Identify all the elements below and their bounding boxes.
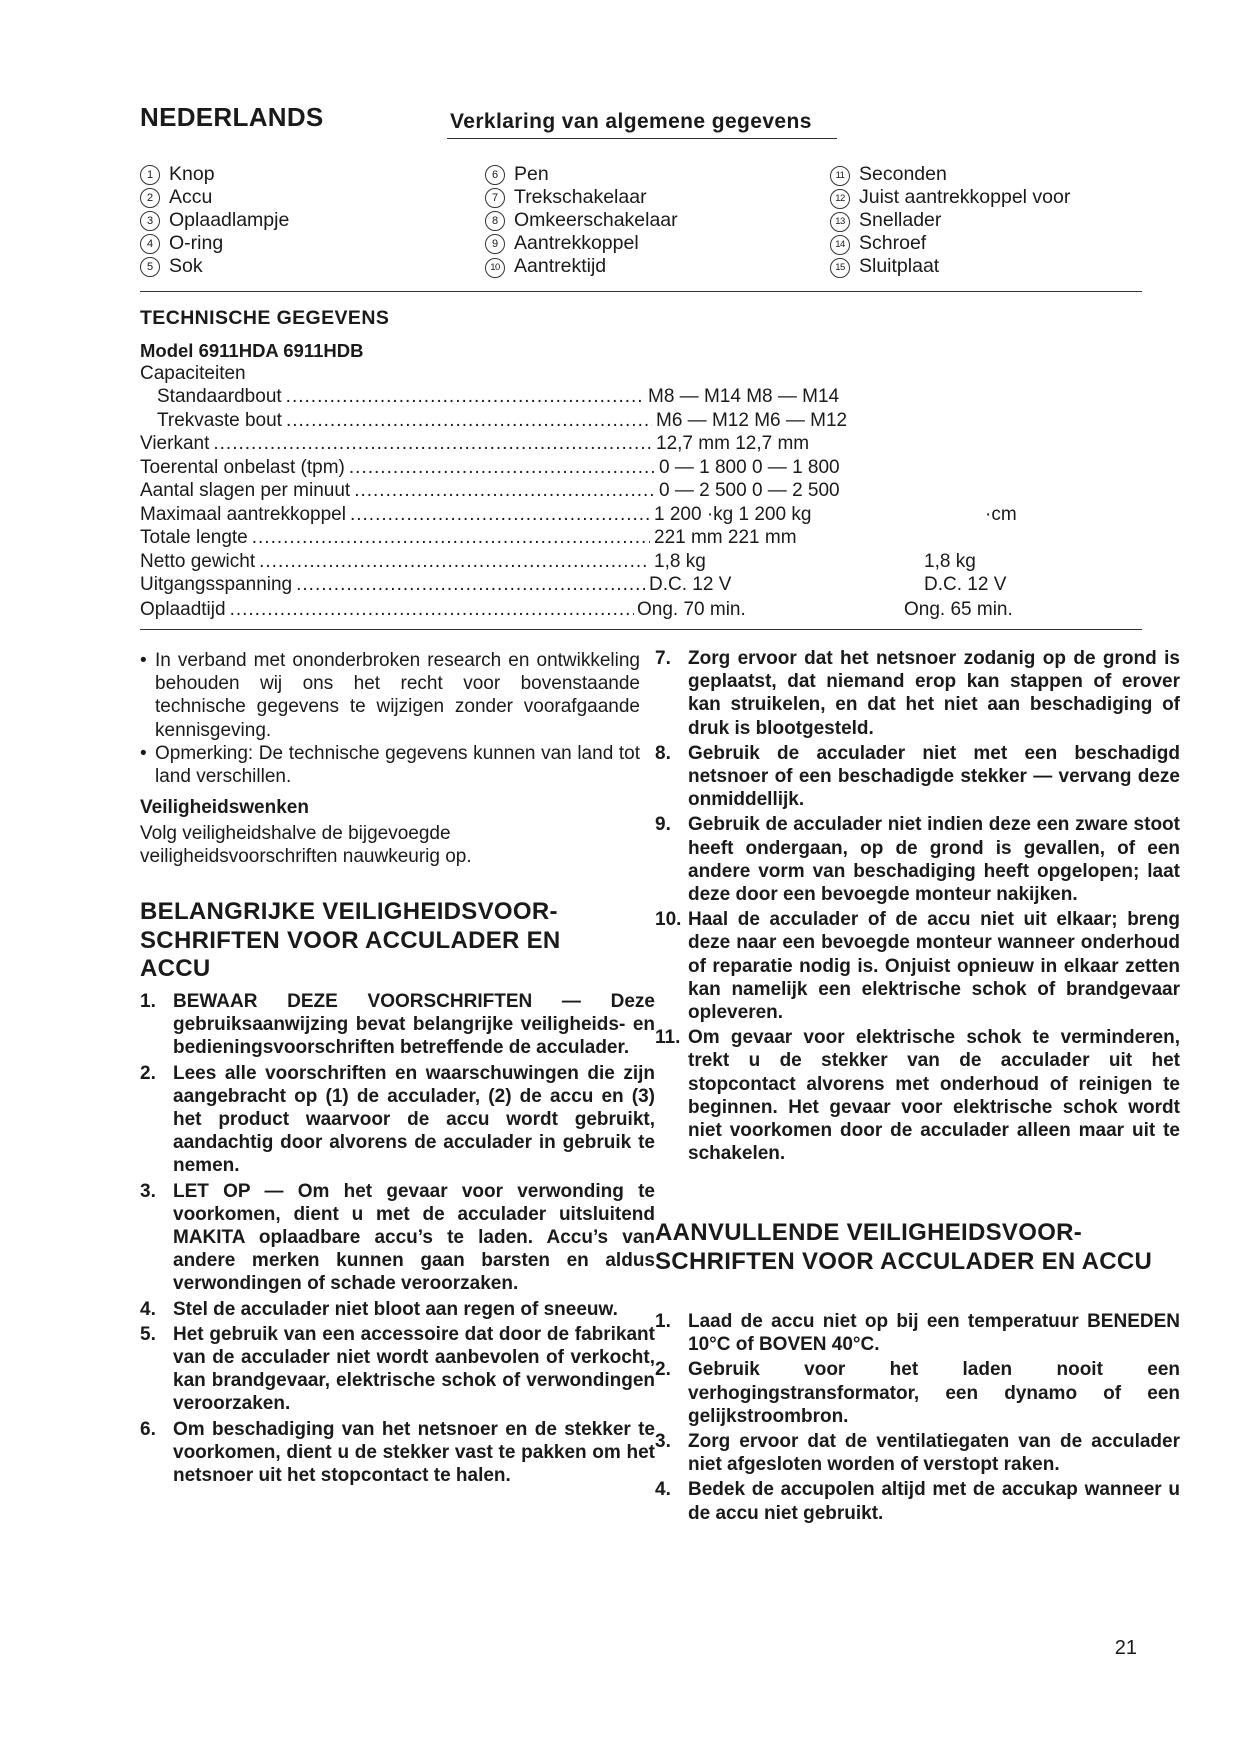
specs-heading: TECHNISCHE GEGEVENS bbox=[140, 307, 390, 329]
circled-number: 10 bbox=[485, 258, 505, 278]
spec-value: D.C. 12 V bbox=[649, 574, 732, 595]
list-item: 8. Gebruik de acculader niet met een beschadigd netsnoer of een beschadigde stekker — vervang deze onmiddellijk. bbox=[655, 742, 1180, 811]
section1-heading: BELANGRIJKE VEILIGHEIDSVOOR-SCHRIFTEN VOOR ACCULADER EN ACCU bbox=[140, 898, 561, 982]
bullet-icon: • bbox=[140, 650, 147, 671]
circled-number: 8 bbox=[485, 211, 505, 231]
legend-item: 1 Knop bbox=[140, 163, 289, 186]
spec-label: Maximaal aantrekkoppel bbox=[140, 504, 346, 525]
spec-value: 1 200 ·kg 1 200 kg bbox=[654, 504, 812, 525]
legend-item: 5 Sok bbox=[140, 255, 289, 278]
circled-number: 5 bbox=[140, 257, 160, 277]
divider-top bbox=[140, 291, 1142, 292]
legend-item: 15 Sluitplaat bbox=[830, 255, 1070, 278]
circled-number: 12 bbox=[830, 189, 850, 209]
legend-item: 12 Juist aantrekkoppel voor bbox=[830, 186, 1070, 209]
legend-item: 2 Accu bbox=[140, 186, 289, 209]
list-item: 1. BEWAAR DEZE VOORSCHRIFTEN — Deze gebruiksaanwijzing bevat belangrijke veiligheids- en bedieningsvoorschriften betreffende de acculader. bbox=[140, 991, 655, 1059]
circled-number: 9 bbox=[485, 234, 505, 254]
note-research: • In verband met ononderbroken research en ontwikkeling behouden wij ons het recht voor bovenstaande technische gegevens te wijzigen zonder voorafgaande kennisgeving. bbox=[140, 650, 640, 741]
legend-item: 8 Omkeerschakelaar bbox=[485, 209, 678, 232]
list-item: 10. Haal de acculader of de accu niet uit elkaar; breng deze naar een bevoegde monteur wanneer onderhoud of reparatie nodig is. Onjuist opnieuw in elkaar zetten kan namelijk een elektrische schok of brandgevaar opleveren. bbox=[655, 909, 1180, 1024]
circled-number: 15 bbox=[830, 258, 850, 278]
bullet-icon: • bbox=[140, 743, 147, 764]
spec-label: Vierkant bbox=[140, 433, 210, 454]
legend-item: 4 O-ring bbox=[140, 232, 289, 255]
spec-value: 221 mm 221 mm bbox=[654, 527, 797, 548]
list-item: 6. Om beschadiging van het netsnoer en de stekker te voorkomen, dient u de stekker vast te pakken om het netsnoer uit het stopcontact te halen. bbox=[140, 1418, 655, 1487]
spec-value: 1,8 kg bbox=[654, 551, 706, 572]
specs-capacity-label: Capaciteiten bbox=[140, 363, 246, 384]
divider-bottom bbox=[140, 629, 1142, 630]
legend-column-2 bbox=[485, 163, 678, 278]
list-item: 9. Gebruik de acculader niet indien deze een zware stoot heeft ondergaan, op de grond is gevallen, of een andere vorm van beschadiging heeft opgelopen; laat deze door een bevoegde monteur nakijken. bbox=[655, 814, 1180, 906]
title-underline bbox=[447, 138, 837, 139]
legend-column-3 bbox=[830, 163, 1070, 278]
legend-column-1 bbox=[140, 163, 289, 278]
list-item: 7. Zorg ervoor dat het netsnoer zodanig op de grond is geplaatst, dat niemand erop kan stappen of erover kan struikelen, en dat het niet aan beschadiging of druk is blootgesteld. bbox=[655, 648, 1180, 739]
spec-value: 0 — 2 500 0 — 2 500 bbox=[659, 480, 840, 501]
list-item: 4. Bedek de accupolen altijd met de accukap wanneer u de accu niet gebruikt. bbox=[655, 1479, 1180, 1524]
spec-label: Oplaadtijd bbox=[140, 599, 226, 620]
circled-number: 2 bbox=[140, 188, 160, 208]
legend-item: 7 Trekschakelaar bbox=[485, 186, 678, 209]
spec-value: 12,7 mm 12,7 mm bbox=[656, 433, 810, 454]
list-item: 11. Om gevaar voor elektrische schok te verminderen, trekt u de stekker van de acculader uit het stopcontact alvorens met onderhoud of reinigen te beginnen. Het gevaar voor elektrische schok wordt niet voorkomen door de acculader alleen maar uit te schakelen. bbox=[655, 1027, 1180, 1165]
list-item: 2. Lees alle voorschriften en waarschuwingen die zijn aangebracht op (1) de acculader, (2) de accu en (3) het product waarvoor de accu wordt gebruikt, aandachtig door alvorens de acculader in gebruik te nemen. bbox=[140, 1062, 655, 1177]
section2-list bbox=[655, 1310, 1180, 1525]
spec-label: Standaardbout bbox=[157, 386, 282, 407]
spec-value: M6 — M12 M6 — M12 bbox=[656, 410, 848, 431]
spec-value: Ong. 70 min. bbox=[637, 599, 746, 620]
legend-title: Verklaring van algemene gegevens bbox=[450, 110, 812, 133]
spec-label: Toerental onbelast (tpm) bbox=[140, 457, 345, 478]
legend-item: 14 Schroef bbox=[830, 232, 1070, 255]
legend-item: 10 Aantrektijd bbox=[485, 255, 678, 278]
safety-tips-text: Volg veiligheidshalve de bijgevoegde veiligheidsvoorschriften nauwkeurig op. bbox=[140, 823, 472, 868]
circled-number: 7 bbox=[485, 188, 505, 208]
legend-item: 3 Oplaadlampje bbox=[140, 209, 289, 232]
spec-value-2: Ong. 65 min. bbox=[904, 599, 1013, 620]
circled-number: 11 bbox=[830, 166, 850, 186]
list-item: 3. LET OP — Om het gevaar voor verwonding te voorkomen, dient u met de acculader uitsluitend MAKITA oplaadbare accu’s te laden. Accu’s van andere merken kunnen gaan barsten en aldus verwondingen of schade veroorzaken. bbox=[140, 1180, 655, 1295]
list-item: 1. Laad de accu niet op bij een temperatuur BENEDEN 10°C of BOVEN 40°C. bbox=[655, 1311, 1180, 1356]
circled-number: 6 bbox=[485, 165, 505, 185]
legend-item: 6 Pen bbox=[485, 163, 678, 186]
spec-value: M8 — M14 M8 — M14 bbox=[648, 386, 840, 407]
spec-label: Netto gewicht bbox=[140, 551, 256, 572]
circled-number: 13 bbox=[830, 212, 850, 232]
section2-heading: AANVULLENDE VEILIGHEIDSVOOR-SCHRIFTEN VOOR ACCULADER EN ACCU bbox=[655, 1219, 1153, 1275]
spec-value-2: D.C. 12 V bbox=[924, 574, 1007, 595]
spec-value: 0 — 1 800 0 — 1 800 bbox=[659, 457, 840, 478]
spec-label: Uitgangsspanning bbox=[140, 574, 293, 595]
spec-value-2: ·cm bbox=[985, 504, 1017, 525]
spec-label: Totale lengte bbox=[140, 527, 248, 548]
note-country: • Opmerking: De technische gegevens kunnen van land tot land verschillen. bbox=[140, 743, 640, 788]
circled-number: 3 bbox=[140, 211, 160, 231]
section1-list-right bbox=[655, 647, 1180, 1165]
legend-item: 11 Seconden bbox=[830, 163, 1070, 186]
list-item: 5. Het gebruik van een accessoire dat door de fabrikant van de acculader niet wordt aanbevolen of verkocht, kan brandgevaar, elektrische schok of verwondingen veroorzaken. bbox=[140, 1323, 655, 1415]
specs-model: Model 6911HDA 6911HDB bbox=[140, 340, 364, 361]
circled-number: 14 bbox=[830, 235, 850, 255]
section1-list-left bbox=[140, 990, 655, 1487]
page-number: 21 bbox=[1114, 1637, 1137, 1659]
spec-label: Aantal slagen per minuut bbox=[140, 480, 351, 501]
legend-item: 9 Aantrekkoppel bbox=[485, 232, 678, 255]
list-item: 4. Stel de acculader niet bloot aan regen of sneeuw. bbox=[140, 1298, 618, 1320]
circled-number: 4 bbox=[140, 234, 160, 254]
safety-tips-heading: Veiligheidswenken bbox=[140, 797, 309, 818]
spec-label: Trekvaste bout bbox=[157, 410, 282, 431]
legend-item: 13 Snellader bbox=[830, 209, 1070, 232]
list-item: 3. Zorg ervoor dat de ventilatiegaten van de acculader niet afgesloten worden of verstopt raken. bbox=[655, 1431, 1180, 1476]
list-item: 2. Gebruik voor het laden nooit een verhogingstransformator, een dynamo of een gelijkstroombron. bbox=[655, 1359, 1180, 1427]
circled-number: 1 bbox=[140, 165, 160, 185]
language-heading: NEDERLANDS bbox=[140, 102, 324, 132]
spec-value-2: 1,8 kg bbox=[924, 551, 976, 572]
